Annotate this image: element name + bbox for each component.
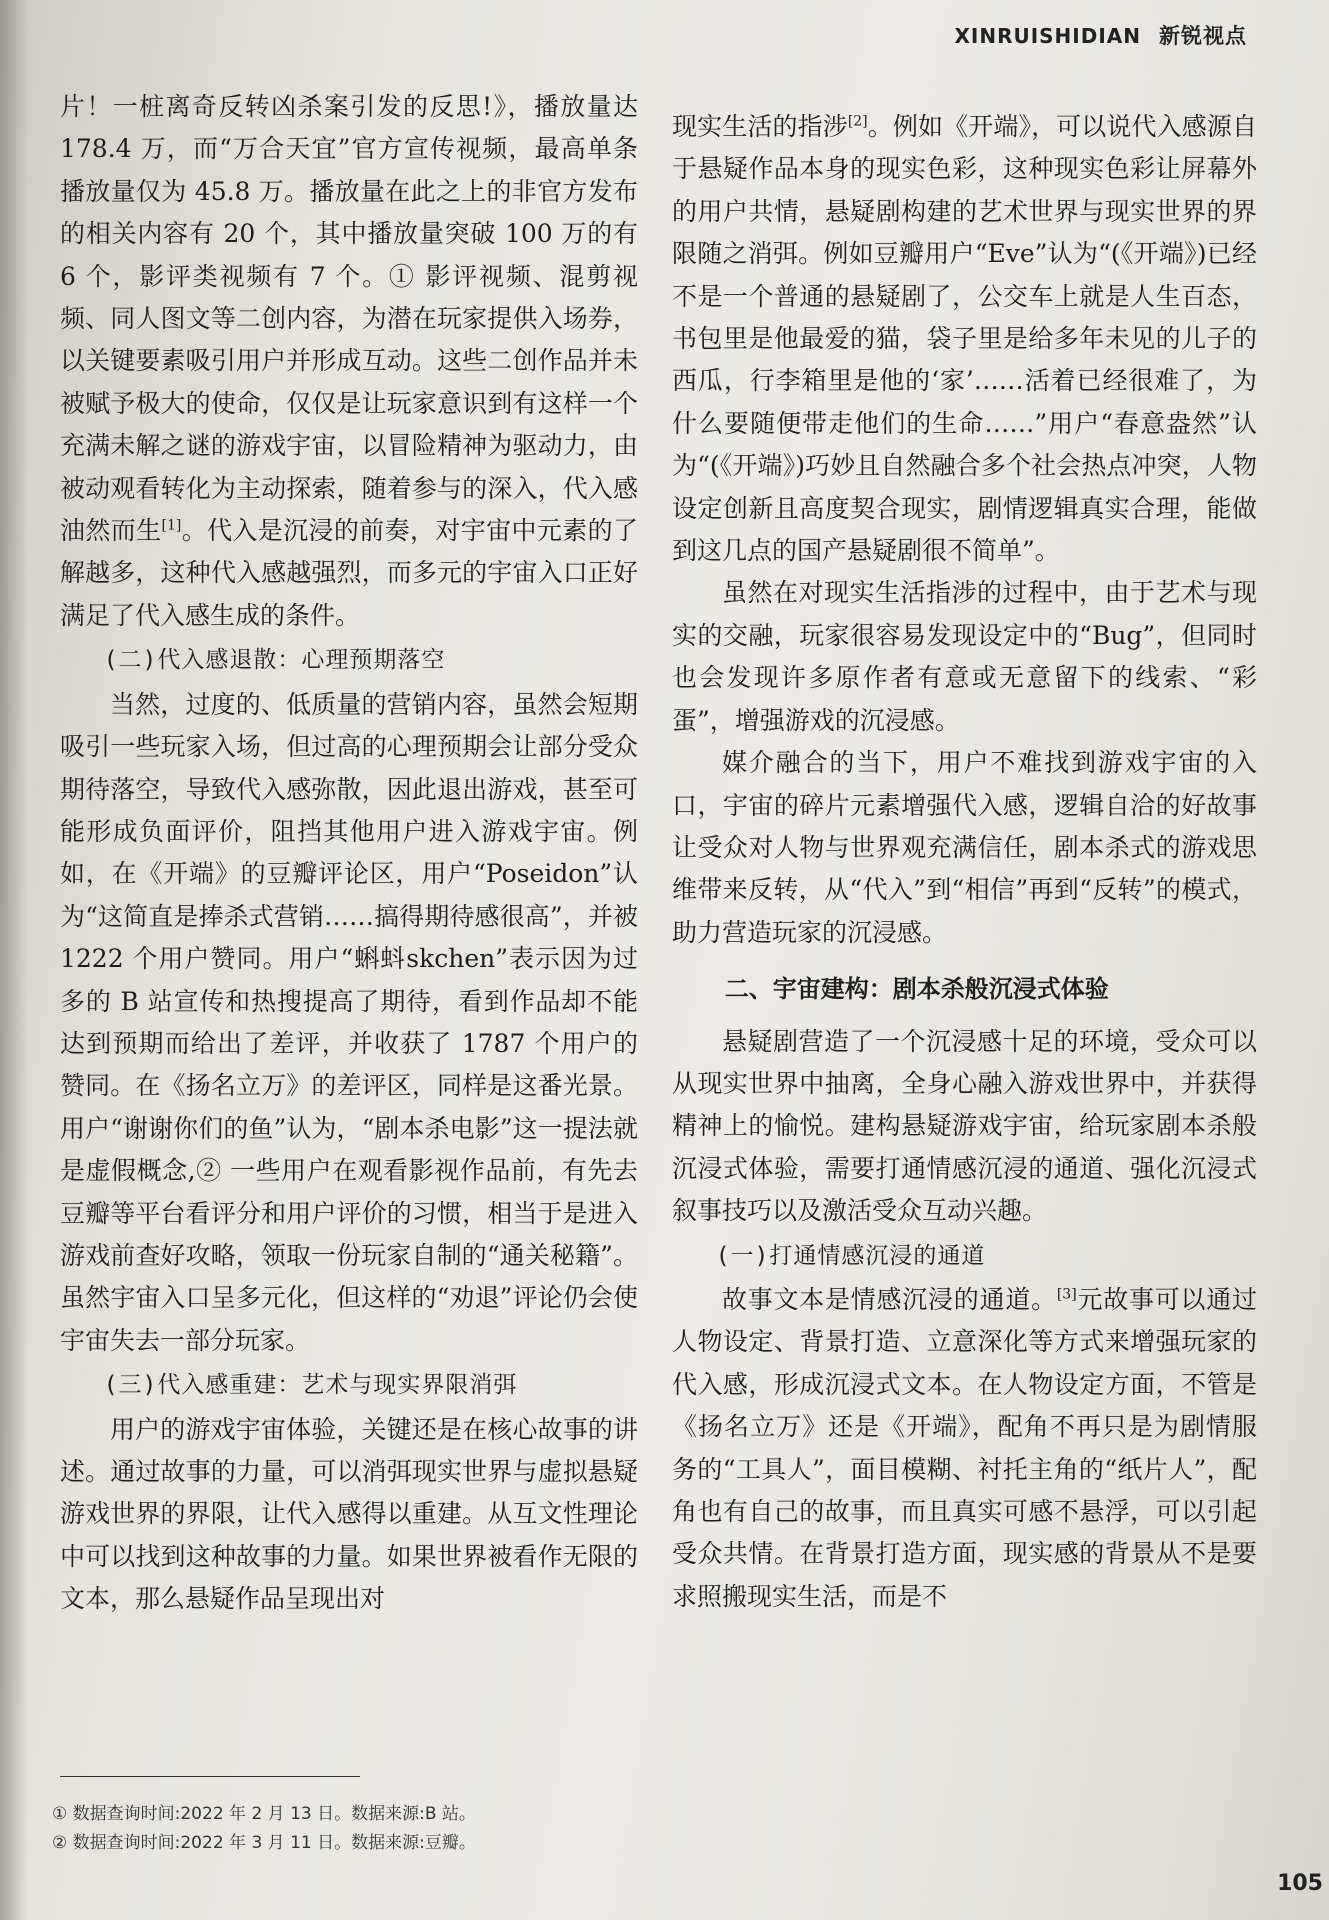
subheading-3: (三)代入感重建：艺术与现实界限消弭 bbox=[103, 1372, 518, 1399]
right-paragraph-2: 虽然在对现实生活指涉的过程中，由于艺术与现实的交融，玩家很容易发现设定中的“Bug”，但同时也会发现许多原作者有意或无意留下的线索、“彩蛋”，增强游戏的沉浸感。 bbox=[672, 578, 1257, 735]
subheading-2: (二)代入感退散：心理预期落空 bbox=[103, 647, 446, 674]
left-p1-tail: 。代入是沉浸的前奏，对宇宙中元素的了解越多，这种代入感越强烈，而多元的宇宙入口正好满足了代入感生成的条件。 bbox=[60, 516, 638, 630]
right-paragraph-1 bbox=[672, 106, 1257, 572]
right-paragraph-4: 悬疑剧营造了一个沉浸感十足的环境，受众可以从现实世界中抽离，全身心融入游戏世界中，并获得精神上的愉悦。建构悬疑游戏宇宙，给玩家剧本杀般沉浸式体验，需要打通情感沉浸的通道、强化沉浸式叙事技巧以及激活受众互动兴趣。 bbox=[672, 1026, 1257, 1226]
left-paragraph-2: 当然，过度的、低质量的营销内容，虽然会短期吸引一些玩家入场，但过高的心理预期会让部分受众期待落空，导致代入感弥散，因此退出游戏，甚至可能形成负面评价，阻挡其他用户进入游戏宇宙。例如，在《开端》的豆瓣评论区，用户“Poseidon”认为“这简直是捧杀式营销……搞得期待感很高”，并被 1222 个用户赞同。用户“蝌蚪skchen”表示因为过多的 B 站宣传和热搜提高了期待，看到作品却不能达到预期而给出了差评，并收获了 1787 个用户的赞同。在《扬名立万》的差评区，同样是这番光景。用户“谢谢你们的鱼”认为，“剧本杀电影”这一提法就是虚假概念,② 一些用户在观看影视作品前，有先去豆瓣等平台看评分和用户评价的习惯，相当于是进入游戏前查好攻略，领取一份玩家自制的“通关秘籍”。虽然宇宙入口呈多元化，但这样的“劝退”评论仍会使宇宙失去一部分玩家。 bbox=[60, 689, 638, 1355]
right-paragraph-3: 媒介融合的当下，用户不难找到游戏宇宙的入口，宇宙的碎片元素增强代入感，逻辑自洽的好故事让受众对人物与世界观充满信任，剧本杀式的游戏思维带来反转，从“代入”到“相信”再到“反转”的模式，助力营造玩家的沉浸感。 bbox=[672, 748, 1257, 947]
header-pinyin: XINRUISHIDIAN bbox=[954, 24, 1141, 48]
right-p1-text: 。例如《开端》，可以说代入感源自于悬疑作品本身的现实色彩，这种现实色彩让屏幕外的用户共情，悬疑剧构建的艺术世界与现实世界的界限随之消弭。例如豆瓣用户“Eve”认为“(《开端》)已经不是一个普通的悬疑剧了，公交车上就是人生百态，书包里是他最爱的猫，袋子里是给多年未见的儿子的西瓜，行李箱里是他的‘家’……活着已经很难了，为什么要随便带走他们的生命……”用户“春意盎然”认为“(《开端》)巧妙且自然融合多个社会热点冲突，人物设定创新且高度契合现实，剧情逻辑真实合理，能做到这几点的国产悬疑剧很不简单”。 bbox=[672, 112, 1257, 566]
footnote-2: ② 数据查询时间:2022 年 3 月 11 日。数据来源:豆瓣。 bbox=[52, 1833, 476, 1853]
right-p1-head: 现实生活的指涉 bbox=[672, 112, 848, 141]
right-paragraph-5 bbox=[672, 1279, 1257, 1618]
footnote-rule bbox=[60, 1776, 360, 1777]
subheading-1: (一)打通情感沉浸的通道 bbox=[715, 1242, 986, 1269]
left-p1-text: 片！一桩离奇反转凶杀案引发的反思!》，播放量达 178.4 万，而“万合天宜”官方宣传视频，最高单条播放量仅为 45.8 万。播放量在此之上的非官方发布的相关内容有 20 个，其中播放量突破 100 万的有 6 个，影评类视频有 7 个。① 影评视频、混剪视频、同人图文等二创内容，为潜在玩家提供入场券，以关键要素吸引用户并形成互动。这些二创作品并未被赋予极大的使命，仅仅是让玩家意识到有这样一个充满未解之谜的游戏宇宙，以冒险精神为驱动力，由被动观看转化为主动探索，随着参与的深入，代入感油然而生 bbox=[60, 92, 638, 546]
page-number: 105 bbox=[1277, 1871, 1323, 1896]
citation-2: [2] bbox=[847, 113, 868, 130]
right-column bbox=[672, 106, 1257, 1618]
footnote-1: ① 数据查询时间:2022 年 2 月 13 日。数据来源:B 站。 bbox=[52, 1804, 476, 1824]
running-header bbox=[954, 20, 1247, 50]
right-p5-text: 元故事可以通过人物设定、背景打造、立意深化等方式来增强玩家的代入感，形成沉浸式文本。在人物设定方面，不管是《扬名立万》还是《开端》，配角不再只是为剧情服务的“工具人”，面目模糊、衬托主角的“纸片人”，配角也有自己的故事，而且真实可感不悬浮，可以引起受众共情。在背景打造方面，现实感的背景从不是要求照搬现实生活，而是不 bbox=[672, 1284, 1257, 1611]
left-column bbox=[60, 86, 638, 1621]
left-paragraph-3: 用户的游戏宇宙体验，关键还是在核心故事的讲述。通过故事的力量，可以消弭现实世界与虚拟悬疑游戏世界的界限，让代入感得以重建。从互文性理论中可以找到这种故事的力量。如果世界被看作无限的文本，那么悬疑作品呈现出对 bbox=[60, 1414, 638, 1614]
footnotes bbox=[52, 1800, 476, 1858]
header-title: 新锐视点 bbox=[1159, 24, 1247, 48]
page-edge-shadow bbox=[0, 0, 28, 1920]
left-paragraph-1 bbox=[60, 86, 638, 637]
section-heading-2: 二、宇宙建构：剧本杀般沉浸式体验 bbox=[724, 975, 1109, 1004]
right-p5-head: 故事文本是情感沉浸的通道。 bbox=[722, 1284, 1057, 1314]
citation-3: [3] bbox=[1056, 1286, 1077, 1303]
citation-1: [1] bbox=[161, 517, 182, 534]
